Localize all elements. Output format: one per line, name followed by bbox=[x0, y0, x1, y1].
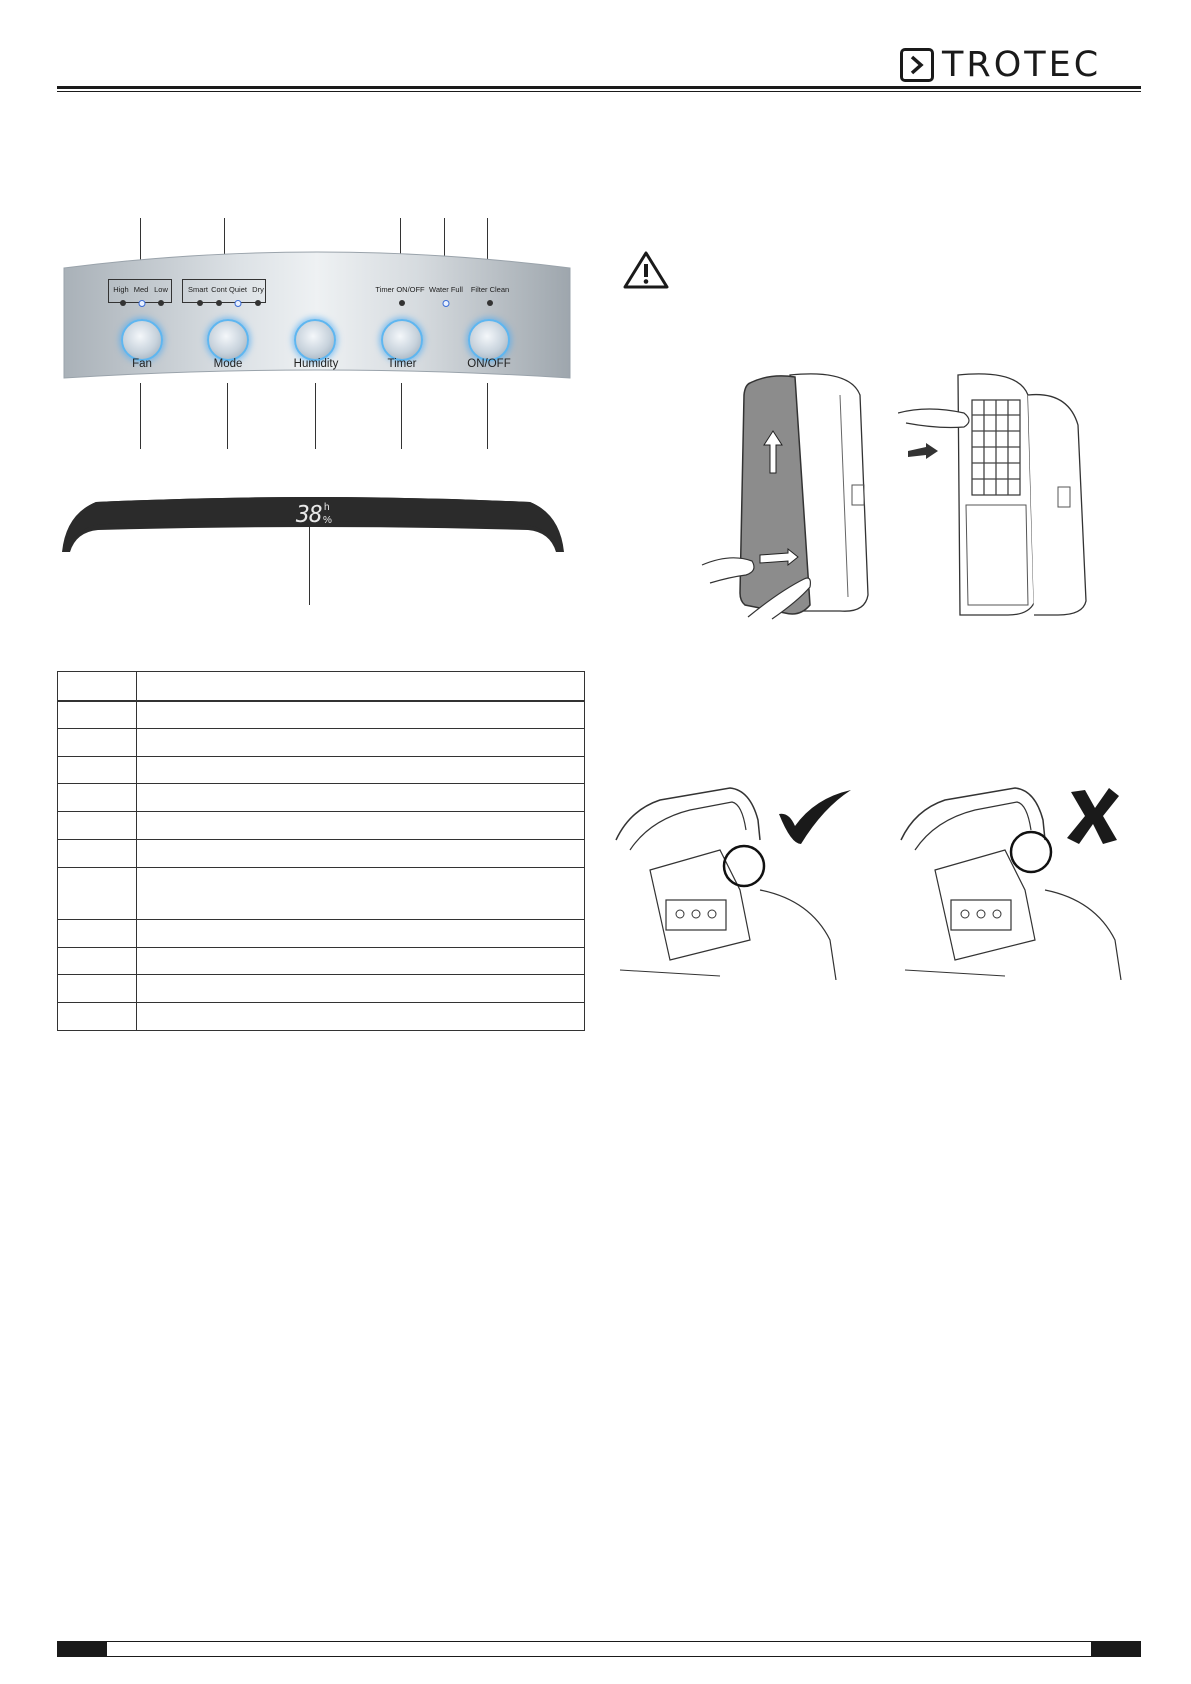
table-cell bbox=[58, 728, 137, 756]
logo-chevron-icon bbox=[900, 48, 934, 82]
cross-mark-icon bbox=[1063, 786, 1123, 846]
led-water-full bbox=[443, 300, 450, 307]
table-cell bbox=[58, 701, 137, 729]
filter-removal-illustration bbox=[898, 365, 1110, 620]
trotec-logo bbox=[900, 45, 1143, 85]
table-cell bbox=[58, 784, 137, 812]
table-row bbox=[58, 784, 585, 812]
led-high bbox=[120, 300, 126, 306]
table-cell bbox=[137, 867, 585, 919]
timer-button-label: Timer bbox=[387, 358, 417, 370]
indicator-label-quiet: Quiet bbox=[229, 285, 247, 294]
led-low bbox=[158, 300, 164, 306]
table-header-row bbox=[58, 672, 585, 701]
humidity-readout: 38 bbox=[296, 502, 322, 528]
table-row bbox=[58, 728, 585, 756]
on-off-button[interactable] bbox=[468, 319, 510, 361]
indicator-label-low: Low bbox=[154, 285, 168, 294]
table-cell bbox=[58, 1003, 137, 1031]
table-cell bbox=[137, 812, 585, 840]
table-row bbox=[58, 947, 585, 975]
callout-line bbox=[487, 383, 488, 449]
indicator-label-smart: Smart bbox=[187, 285, 209, 294]
led-cont bbox=[216, 300, 222, 306]
table-row bbox=[58, 756, 585, 784]
indicator-label-dry: Dry bbox=[252, 285, 264, 294]
on-off-button-label: ON/OFF bbox=[467, 358, 511, 370]
indicator-label-high: High bbox=[113, 285, 129, 294]
table-cell bbox=[58, 867, 137, 919]
footer-rule bbox=[57, 1656, 1141, 1657]
table-cell bbox=[137, 919, 585, 947]
indicator-label-filter-clean: Filter Clean bbox=[470, 285, 510, 294]
footer-block-right bbox=[1091, 1641, 1141, 1657]
logo-text: TROTEC bbox=[942, 45, 1102, 85]
table-row bbox=[58, 839, 585, 867]
header-rule-thin bbox=[57, 91, 1141, 92]
humidity-button[interactable] bbox=[294, 319, 336, 361]
table-row bbox=[58, 975, 585, 1003]
footer-rule bbox=[57, 1641, 1141, 1642]
indicator-label-med: Med bbox=[133, 285, 149, 294]
led-dry bbox=[255, 300, 261, 306]
table-cell bbox=[58, 947, 137, 975]
table-cell bbox=[58, 672, 137, 701]
callout-line bbox=[315, 383, 316, 449]
footer-block-left bbox=[57, 1641, 107, 1657]
front-panel-removal-illustration bbox=[700, 365, 905, 620]
callout-line bbox=[401, 383, 402, 449]
table-row bbox=[58, 867, 585, 919]
table-row bbox=[58, 812, 585, 840]
hours-unit: h bbox=[324, 502, 330, 513]
table-cell bbox=[137, 947, 585, 975]
indicator-label-cont: Cont bbox=[211, 285, 227, 294]
fan-button[interactable] bbox=[121, 319, 163, 361]
check-mark-icon bbox=[775, 788, 855, 848]
table-cell bbox=[137, 784, 585, 812]
mode-button[interactable] bbox=[207, 319, 249, 361]
led-med bbox=[139, 300, 146, 307]
table-cell bbox=[137, 975, 585, 1003]
table-cell bbox=[58, 812, 137, 840]
warning-triangle-icon bbox=[622, 250, 670, 290]
table-cell bbox=[137, 756, 585, 784]
indicator-label-timer: Timer ON/OFF bbox=[375, 285, 425, 294]
table-row bbox=[58, 701, 585, 729]
table-cell bbox=[58, 756, 137, 784]
humidity-button-label: Humidity bbox=[293, 358, 339, 370]
table-cell bbox=[58, 839, 137, 867]
table-cell bbox=[137, 728, 585, 756]
table-cell bbox=[58, 919, 137, 947]
table-cell bbox=[137, 839, 585, 867]
indicator-label-water-full: Water Full bbox=[429, 285, 463, 294]
led-filter-clean bbox=[487, 300, 493, 306]
led-quiet bbox=[235, 300, 242, 307]
correct-installation-illustration bbox=[610, 780, 850, 980]
incorrect-installation-illustration bbox=[895, 780, 1135, 980]
header-rule bbox=[57, 86, 1141, 89]
timer-button[interactable] bbox=[381, 319, 423, 361]
table-cell bbox=[137, 701, 585, 729]
callout-line bbox=[140, 383, 141, 449]
fan-button-label: Fan bbox=[132, 358, 152, 370]
led-smart bbox=[197, 300, 203, 306]
percent-unit: % bbox=[323, 515, 332, 526]
mode-button-label: Mode bbox=[213, 358, 243, 370]
table-row bbox=[58, 919, 585, 947]
callout-line bbox=[227, 383, 228, 449]
table-cell bbox=[137, 672, 585, 701]
table-row bbox=[58, 1003, 585, 1031]
legend-table bbox=[57, 671, 585, 1031]
table-cell bbox=[137, 1003, 585, 1031]
led-timer bbox=[399, 300, 405, 306]
table-cell bbox=[58, 975, 137, 1003]
